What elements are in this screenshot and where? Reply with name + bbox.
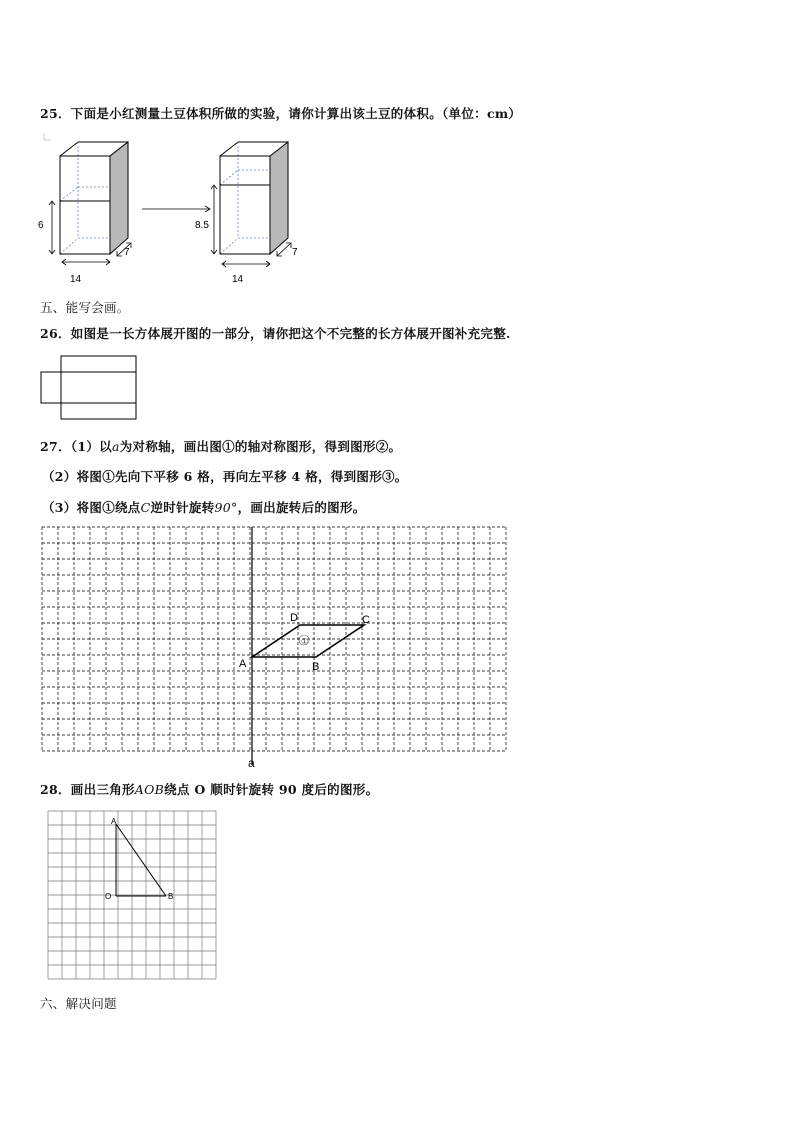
svg-text:O: O xyxy=(105,892,112,901)
question-26: 26．如图是一长方体展开图的一部分，请你把这个不完整的长方体展开图补充完整. xyxy=(40,326,511,341)
svg-text:D: D xyxy=(290,612,298,624)
svg-text:7: 7 xyxy=(124,247,130,258)
svg-text:7: 7 xyxy=(292,247,298,258)
question-27-part-2: （2）将图①先向下平移 6 格，再向左平移 4 格，得到图形③。 xyxy=(42,469,408,484)
section-5-heading: 五、能写会画。 xyxy=(40,300,130,315)
svg-text:14: 14 xyxy=(232,274,244,285)
section-6-heading: 六、解决问题 xyxy=(40,996,117,1011)
container-after-figure xyxy=(190,130,310,290)
svg-text:C: C xyxy=(362,614,370,626)
parallelogram-grid-figure xyxy=(42,527,512,772)
svg-text:14: 14 xyxy=(70,274,82,285)
svg-text:8.5: 8.5 xyxy=(195,220,209,231)
svg-text:B: B xyxy=(168,892,174,901)
svg-text:B: B xyxy=(312,661,320,673)
svg-text:6: 6 xyxy=(38,220,44,231)
question-25: 25．下面是小红测量土豆体积所做的实验，请你计算出该土豆的体积。（单位：cm） xyxy=(40,106,522,121)
triangle-grid-figure xyxy=(47,810,219,982)
svg-text:A: A xyxy=(111,817,117,826)
svg-text:①: ① xyxy=(301,637,309,646)
container-before-figure xyxy=(30,130,150,290)
question-28: 28．画出三角形AOB绕点 O 顺时针旋转 90 度后的图形。 xyxy=(40,782,379,797)
svg-text:a: a xyxy=(248,756,255,770)
question-27-part-1: 27．（1）以a为对称轴，画出图①的轴对称图形，得到图形②。 xyxy=(40,439,402,454)
question-27-part-3: （3）将图①绕点C逆时针旋转90°，画出旋转后的图形。 xyxy=(42,500,366,515)
svg-text:A: A xyxy=(239,658,247,670)
cuboid-net-figure xyxy=(40,355,140,421)
